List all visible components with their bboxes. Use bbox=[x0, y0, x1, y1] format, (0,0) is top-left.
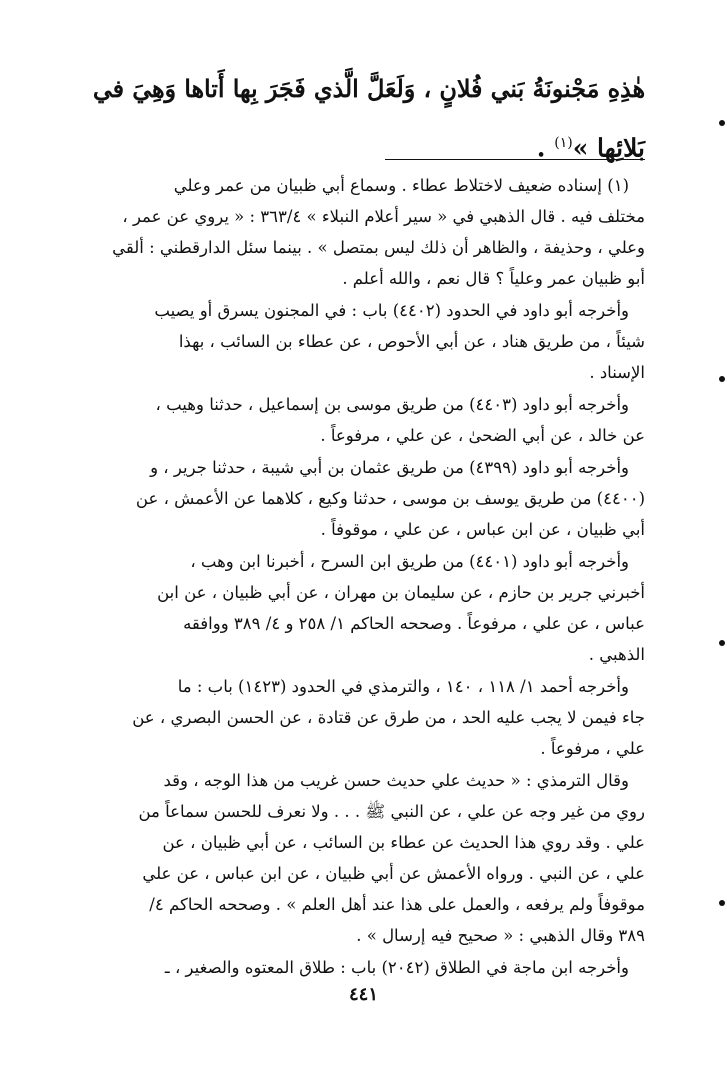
footnote-line: وقال الترمذي : « حديث علي حديث حسن غريب من هذا الوجه ، وقد bbox=[163, 771, 629, 790]
footnote-paragraph bbox=[85, 546, 645, 670]
footnote-line: وأخرجه أحمد ١/ ١١٨ ، ١٤٠ ، والترمذي في الحدود (١٤٢٣) باب : ما bbox=[177, 677, 629, 696]
footnote-line: موقوفاً ولم يرفعه ، والعمل على هذا عند أهل العلم » . وصححه الحاكم ٤/ bbox=[149, 895, 645, 914]
footnote-line: ٣٨٩ وقال الذهبي : « صحيح فيه إرسال » . bbox=[356, 926, 645, 945]
footnote-line: مختلف فيه . قال الذهبي في « سير أعلام النبلاء » ٣٦٣/٤ : « يروي عن عمر ، bbox=[122, 207, 645, 226]
margin-dot bbox=[719, 640, 725, 646]
footnote-line: وأخرجه أبو داود في الحدود (٤٤٠٢) باب : في المجنون يسرق أو يصيب bbox=[154, 301, 629, 320]
footnote-divider bbox=[385, 159, 645, 160]
footnote-line: جاء فيمن لا يجب عليه الحد ، من طرق عن قتادة ، عن الحسن البصري ، عن bbox=[132, 708, 645, 727]
footnote-line: عباس ، عن علي ، مرفوعاً . وصححه الحاكم ١/ ٢٥٨ و ٤/ ٣٨٩ ووافقه bbox=[183, 614, 645, 633]
footnote-paragraph bbox=[85, 295, 645, 388]
footnote-line: الذهبي . bbox=[588, 645, 645, 664]
footnote-line: علي ، مرفوعاً . bbox=[540, 739, 645, 758]
footnote-paragraph bbox=[85, 170, 645, 294]
margin-dot bbox=[719, 376, 725, 382]
main-text-line bbox=[90, 116, 645, 175]
footnote-line: أخبرني جرير بن حازم ، عن سليمان بن مهران ، عن أبي ظبيان ، عن ابن bbox=[157, 583, 645, 602]
main-text-line: هٰذِهِ مَجْنونَةُ بَني فُلانٍ ، وَلَعَلَّ الَّذي فَجَرَ بِها أَتاها وَهِيَ في bbox=[92, 75, 645, 103]
footnote-paragraph bbox=[85, 671, 645, 764]
footnote-paragraph bbox=[85, 952, 645, 983]
footnote-line: الإسناد . bbox=[589, 363, 645, 382]
footnote-paragraph bbox=[85, 452, 645, 545]
footnote-line: وأخرجه أبو داود (٤٣٩٩) من طريق عثمان بن أبي شيبة ، حدثنا جرير ، و bbox=[150, 458, 629, 477]
footnote-line: علي ، عن النبي . ورواه الأعمش عن أبي ظبيان ، عن ابن عباس ، عن علي bbox=[142, 864, 645, 883]
footnote-line: وعلي ، وحذيفة ، والظاهر أن ذلك ليس بمتصل » . بينما سئل الدارقطني : ألقي bbox=[112, 238, 645, 257]
footnote-line: روي من غير وجه عن علي ، عن النبي ﷺ . . . ولا نعرف للحسن سماعاً من bbox=[138, 802, 645, 821]
footnote-line: شيئاً ، من طريق هناد ، عن أبي الأحوص ، عن عطاء بن السائب ، بهذا bbox=[178, 332, 645, 351]
footnote-line: وأخرجه ابن ماجة في الطلاق (٢٠٤٢) باب : طلاق المعتوه والصغير ، ـ bbox=[164, 958, 629, 977]
footnote-line: وأخرجه أبو داود (٤٤٠٣) من طريق موسى بن إسماعيل ، حدثنا وهيب ، bbox=[155, 395, 629, 414]
footnote-paragraph bbox=[85, 765, 645, 951]
footnote-line: عن خالد ، عن أبي الضحىٰ ، عن علي ، مرفوعاً . bbox=[320, 426, 645, 445]
footnote-line: علي . وقد روي هذا الحديث عن عطاء بن السائب ، عن أبي ظبيان ، عن bbox=[162, 833, 645, 852]
page-number: ٤٤١ bbox=[348, 984, 378, 1005]
footnote-paragraph bbox=[85, 389, 645, 451]
footnote-line: أبو ظبيان عمر وعلياً ؟ قال نعم ، والله أعلم . bbox=[342, 269, 645, 288]
footnote-reference: (١) bbox=[554, 135, 573, 151]
footnote-line: (١) إسناده ضعيف لاختلاط عطاء . وسماع أبي ظبيان من عمر وعلي bbox=[173, 176, 629, 195]
margin-dot bbox=[719, 900, 725, 906]
margin-dot bbox=[719, 120, 725, 126]
footnote-line: (٤٤٠٠) من طريق يوسف بن موسى ، حدثنا وكيع ، كلاهما عن الأعمش ، عن bbox=[135, 489, 645, 508]
footnote-line: وأخرجه أبو داود (٤٤٠١) من طريق ابن السرح ، أخبرنا ابن وهب ، bbox=[190, 552, 629, 571]
footnotes-section bbox=[85, 170, 645, 984]
main-text-trail: . bbox=[536, 133, 555, 163]
main-text-line-body: بَلائِها » bbox=[572, 133, 645, 163]
footnote-line: أبي ظبيان ، عن ابن عباس ، عن علي ، موقوفاً . bbox=[320, 520, 645, 539]
